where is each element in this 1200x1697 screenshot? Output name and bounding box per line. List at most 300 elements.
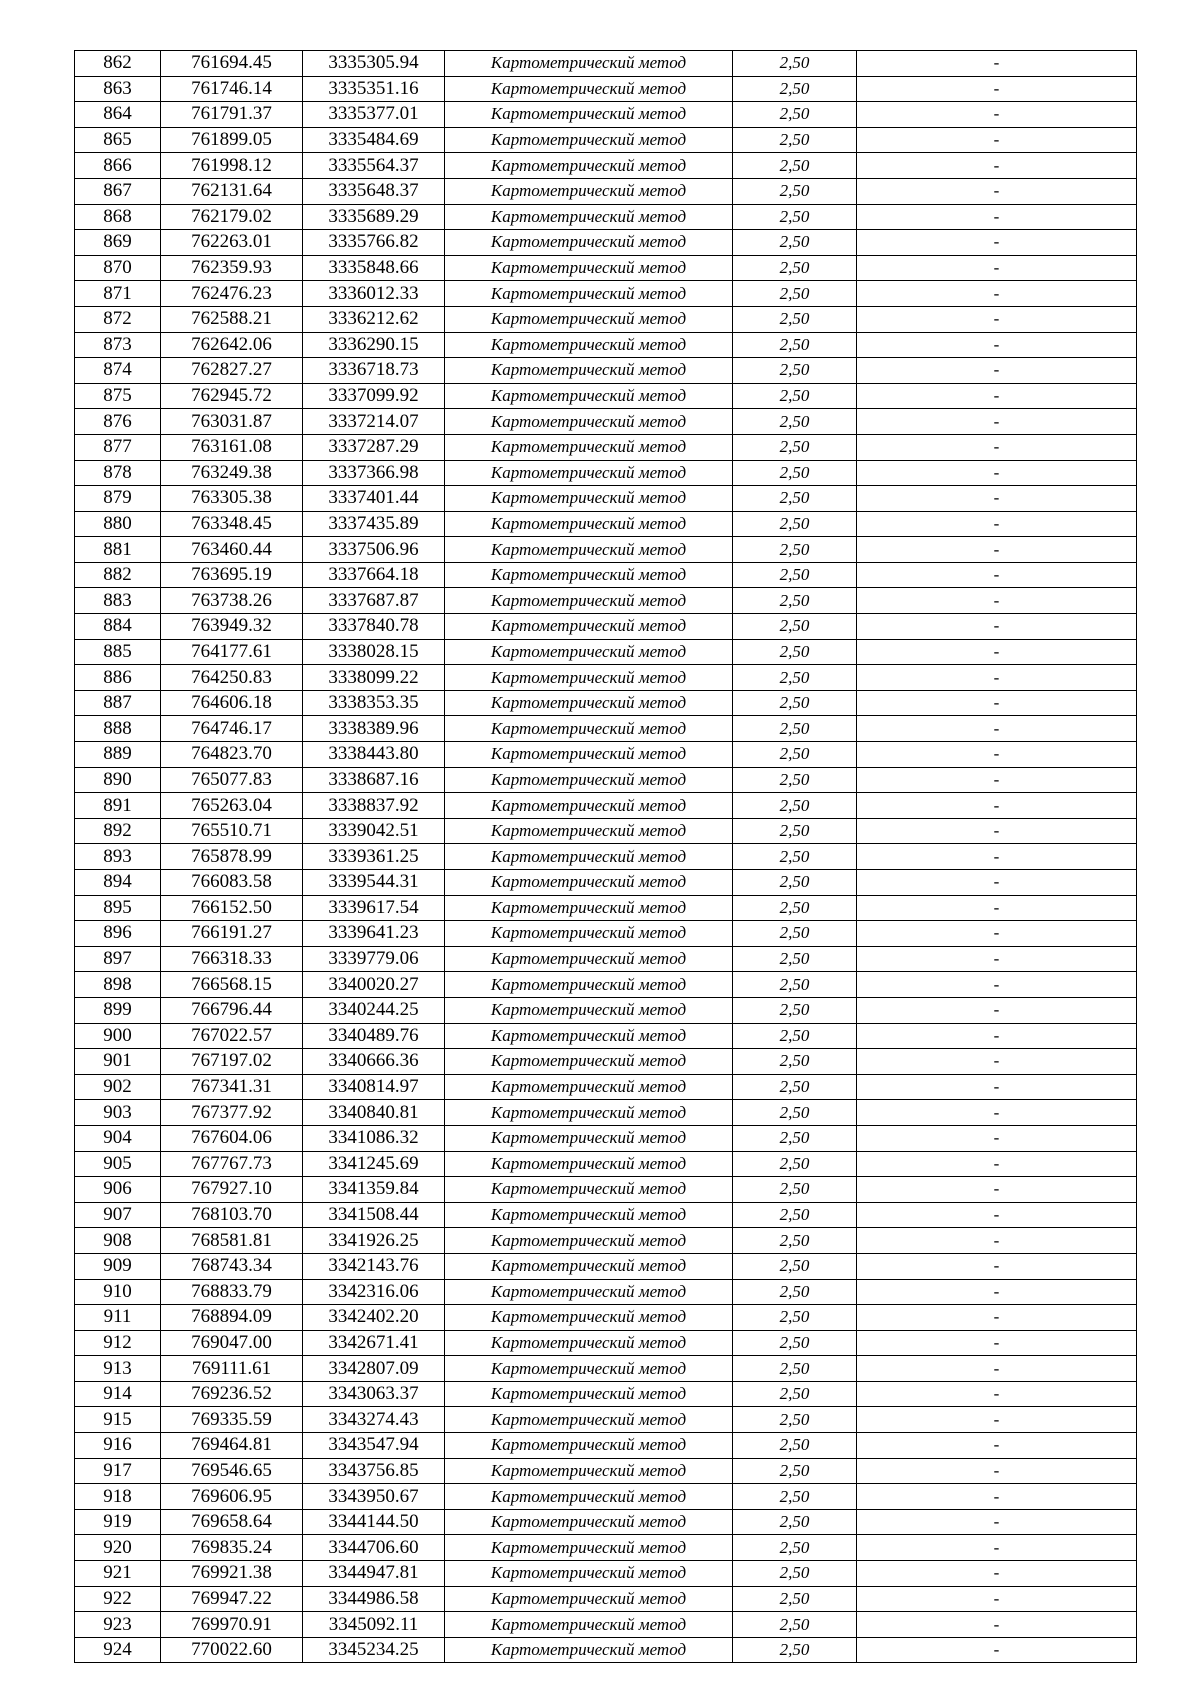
method-cell: Картометрический метод (445, 204, 733, 230)
method-cell: Картометрический метод (445, 716, 733, 742)
x-coordinate-cell: 769546.65 (161, 1458, 303, 1484)
x-coordinate-cell: 765263.04 (161, 793, 303, 819)
accuracy-cell: 2,50 (733, 230, 857, 256)
y-coordinate-cell: 3338389.96 (303, 716, 445, 742)
accuracy-cell: 2,50 (733, 281, 857, 307)
x-coordinate-cell: 763949.32 (161, 614, 303, 640)
y-coordinate-cell: 3336718.73 (303, 358, 445, 384)
method-cell: Картометрический метод (445, 127, 733, 153)
y-coordinate-cell: 3336012.33 (303, 281, 445, 307)
method-cell: Картометрический метод (445, 614, 733, 640)
method-cell: Картометрический метод (445, 1125, 733, 1151)
y-coordinate-cell: 3340020.27 (303, 972, 445, 998)
description-cell: - (857, 537, 1137, 563)
point-number-cell: 908 (75, 1228, 161, 1254)
x-coordinate-cell: 767022.57 (161, 1023, 303, 1049)
accuracy-cell: 2,50 (733, 1407, 857, 1433)
table-row (75, 306, 1137, 332)
description-cell: - (857, 1151, 1137, 1177)
method-cell: Картометрический метод (445, 332, 733, 358)
description-cell: - (857, 383, 1137, 409)
table-row (75, 844, 1137, 870)
method-cell: Картометрический метод (445, 1381, 733, 1407)
x-coordinate-cell: 770022.60 (161, 1637, 303, 1663)
x-coordinate-cell: 763031.87 (161, 409, 303, 435)
y-coordinate-cell: 3343274.43 (303, 1407, 445, 1433)
x-coordinate-cell: 765077.83 (161, 767, 303, 793)
x-coordinate-cell: 764177.61 (161, 639, 303, 665)
description-cell: - (857, 1202, 1137, 1228)
y-coordinate-cell: 3335377.01 (303, 102, 445, 128)
description-cell: - (857, 844, 1137, 870)
description-cell: - (857, 588, 1137, 614)
y-coordinate-cell: 3343756.85 (303, 1458, 445, 1484)
description-cell: - (857, 1356, 1137, 1382)
point-number-cell: 918 (75, 1484, 161, 1510)
accuracy-cell: 2,50 (733, 1381, 857, 1407)
point-number-cell: 899 (75, 997, 161, 1023)
table-row (75, 1509, 1137, 1535)
table-row (75, 434, 1137, 460)
description-cell: - (857, 818, 1137, 844)
x-coordinate-cell: 763738.26 (161, 588, 303, 614)
accuracy-cell: 2,50 (733, 153, 857, 179)
y-coordinate-cell: 3337435.89 (303, 511, 445, 537)
point-number-cell: 897 (75, 946, 161, 972)
description-cell: - (857, 1509, 1137, 1535)
description-cell: - (857, 281, 1137, 307)
description-cell: - (857, 127, 1137, 153)
accuracy-cell: 2,50 (733, 742, 857, 768)
y-coordinate-cell: 3339544.31 (303, 870, 445, 896)
description-cell: - (857, 434, 1137, 460)
accuracy-cell: 2,50 (733, 1433, 857, 1459)
description-cell: - (857, 921, 1137, 947)
accuracy-cell: 2,50 (733, 1535, 857, 1561)
point-number-cell: 877 (75, 434, 161, 460)
accuracy-cell: 2,50 (733, 409, 857, 435)
point-number-cell: 923 (75, 1612, 161, 1638)
y-coordinate-cell: 3339641.23 (303, 921, 445, 947)
y-coordinate-cell: 3342316.06 (303, 1279, 445, 1305)
x-coordinate-cell: 769236.52 (161, 1381, 303, 1407)
description-cell: - (857, 1125, 1137, 1151)
point-number-cell: 875 (75, 383, 161, 409)
accuracy-cell: 2,50 (733, 665, 857, 691)
y-coordinate-cell: 3342807.09 (303, 1356, 445, 1382)
y-coordinate-cell: 3343950.67 (303, 1484, 445, 1510)
point-number-cell: 864 (75, 102, 161, 128)
method-cell: Картометрический метод (445, 946, 733, 972)
accuracy-cell: 2,50 (733, 1151, 857, 1177)
accuracy-cell: 2,50 (733, 793, 857, 819)
x-coordinate-cell: 762588.21 (161, 306, 303, 332)
point-number-cell: 879 (75, 486, 161, 512)
method-cell: Картометрический метод (445, 895, 733, 921)
x-coordinate-cell: 762263.01 (161, 230, 303, 256)
accuracy-cell: 2,50 (733, 178, 857, 204)
description-cell: - (857, 895, 1137, 921)
point-number-cell: 884 (75, 614, 161, 640)
y-coordinate-cell: 3339042.51 (303, 818, 445, 844)
table-row (75, 690, 1137, 716)
description-cell: - (857, 1484, 1137, 1510)
point-number-cell: 887 (75, 690, 161, 716)
accuracy-cell: 2,50 (733, 1356, 857, 1382)
method-cell: Картометрический метод (445, 178, 733, 204)
table-row (75, 1586, 1137, 1612)
description-cell: - (857, 1228, 1137, 1254)
method-cell: Картометрический метод (445, 1074, 733, 1100)
accuracy-cell: 2,50 (733, 1509, 857, 1535)
method-cell: Картометрический метод (445, 1637, 733, 1663)
description-cell: - (857, 997, 1137, 1023)
method-cell: Картометрический метод (445, 1612, 733, 1638)
x-coordinate-cell: 769658.64 (161, 1509, 303, 1535)
y-coordinate-cell: 3344144.50 (303, 1509, 445, 1535)
y-coordinate-cell: 3336212.62 (303, 306, 445, 332)
x-coordinate-cell: 763161.08 (161, 434, 303, 460)
accuracy-cell: 2,50 (733, 1637, 857, 1663)
point-number-cell: 868 (75, 204, 161, 230)
x-coordinate-cell: 769111.61 (161, 1356, 303, 1382)
table-row (75, 1049, 1137, 1075)
point-number-cell: 896 (75, 921, 161, 947)
x-coordinate-cell: 765510.71 (161, 818, 303, 844)
method-cell: Картометрический метод (445, 1177, 733, 1203)
description-cell: - (857, 742, 1137, 768)
method-cell: Картометрический метод (445, 1279, 733, 1305)
point-number-cell: 895 (75, 895, 161, 921)
table-row (75, 870, 1137, 896)
y-coordinate-cell: 3342671.41 (303, 1330, 445, 1356)
table-row (75, 178, 1137, 204)
table-row (75, 51, 1137, 77)
accuracy-cell: 2,50 (733, 1330, 857, 1356)
description-cell: - (857, 1433, 1137, 1459)
point-number-cell: 866 (75, 153, 161, 179)
table-row (75, 972, 1137, 998)
table-row (75, 511, 1137, 537)
table-row (75, 255, 1137, 281)
accuracy-cell: 2,50 (733, 614, 857, 640)
table-row (75, 1151, 1137, 1177)
y-coordinate-cell: 3337214.07 (303, 409, 445, 435)
description-cell: - (857, 1074, 1137, 1100)
x-coordinate-cell: 763305.38 (161, 486, 303, 512)
description-cell: - (857, 972, 1137, 998)
y-coordinate-cell: 3335484.69 (303, 127, 445, 153)
y-coordinate-cell: 3335848.66 (303, 255, 445, 281)
accuracy-cell: 2,50 (733, 306, 857, 332)
method-cell: Картометрический метод (445, 1151, 733, 1177)
table-row (75, 1253, 1137, 1279)
method-cell: Картометрический метод (445, 1586, 733, 1612)
method-cell: Картометрический метод (445, 1023, 733, 1049)
method-cell: Картометрический метод (445, 1535, 733, 1561)
method-cell: Картометрический метод (445, 1253, 733, 1279)
point-number-cell: 902 (75, 1074, 161, 1100)
x-coordinate-cell: 767377.92 (161, 1100, 303, 1126)
y-coordinate-cell: 3343547.94 (303, 1433, 445, 1459)
point-number-cell: 867 (75, 178, 161, 204)
accuracy-cell: 2,50 (733, 1125, 857, 1151)
accuracy-cell: 2,50 (733, 1458, 857, 1484)
point-number-cell: 905 (75, 1151, 161, 1177)
point-number-cell: 873 (75, 332, 161, 358)
y-coordinate-cell: 3338687.16 (303, 767, 445, 793)
point-number-cell: 901 (75, 1049, 161, 1075)
point-number-cell: 863 (75, 76, 161, 102)
y-coordinate-cell: 3341508.44 (303, 1202, 445, 1228)
accuracy-cell: 2,50 (733, 102, 857, 128)
table-body (75, 51, 1137, 1663)
y-coordinate-cell: 3337687.87 (303, 588, 445, 614)
description-cell: - (857, 1381, 1137, 1407)
point-number-cell: 903 (75, 1100, 161, 1126)
x-coordinate-cell: 769921.38 (161, 1561, 303, 1587)
description-cell: - (857, 1561, 1137, 1587)
table-row (75, 358, 1137, 384)
accuracy-cell: 2,50 (733, 1305, 857, 1331)
description-cell: - (857, 1279, 1137, 1305)
accuracy-cell: 2,50 (733, 332, 857, 358)
point-number-cell: 890 (75, 767, 161, 793)
x-coordinate-cell: 766152.50 (161, 895, 303, 921)
y-coordinate-cell: 3340814.97 (303, 1074, 445, 1100)
y-coordinate-cell: 3341245.69 (303, 1151, 445, 1177)
point-number-cell: 865 (75, 127, 161, 153)
y-coordinate-cell: 3337506.96 (303, 537, 445, 563)
table-row (75, 1125, 1137, 1151)
x-coordinate-cell: 768743.34 (161, 1253, 303, 1279)
description-cell: - (857, 767, 1137, 793)
x-coordinate-cell: 767604.06 (161, 1125, 303, 1151)
accuracy-cell: 2,50 (733, 358, 857, 384)
y-coordinate-cell: 3335689.29 (303, 204, 445, 230)
accuracy-cell: 2,50 (733, 51, 857, 77)
description-cell: - (857, 51, 1137, 77)
point-number-cell: 909 (75, 1253, 161, 1279)
x-coordinate-cell: 764606.18 (161, 690, 303, 716)
point-number-cell: 883 (75, 588, 161, 614)
y-coordinate-cell: 3335766.82 (303, 230, 445, 256)
table-row (75, 716, 1137, 742)
y-coordinate-cell: 3335351.16 (303, 76, 445, 102)
point-number-cell: 911 (75, 1305, 161, 1331)
method-cell: Картометрический метод (445, 997, 733, 1023)
table-row (75, 1535, 1137, 1561)
point-number-cell: 922 (75, 1586, 161, 1612)
accuracy-cell: 2,50 (733, 1228, 857, 1254)
method-cell: Картометрический метод (445, 1228, 733, 1254)
y-coordinate-cell: 3338443.80 (303, 742, 445, 768)
table-row (75, 921, 1137, 947)
method-cell: Картометрический метод (445, 818, 733, 844)
x-coordinate-cell: 761746.14 (161, 76, 303, 102)
x-coordinate-cell: 763348.45 (161, 511, 303, 537)
y-coordinate-cell: 3341086.32 (303, 1125, 445, 1151)
accuracy-cell: 2,50 (733, 1049, 857, 1075)
y-coordinate-cell: 3336290.15 (303, 332, 445, 358)
table-row (75, 1305, 1137, 1331)
point-number-cell: 874 (75, 358, 161, 384)
point-number-cell: 894 (75, 870, 161, 896)
description-cell: - (857, 1177, 1137, 1203)
method-cell: Картометрический метод (445, 1561, 733, 1587)
method-cell: Картометрический метод (445, 51, 733, 77)
method-cell: Картометрический метод (445, 255, 733, 281)
table-row (75, 127, 1137, 153)
x-coordinate-cell: 766318.33 (161, 946, 303, 972)
y-coordinate-cell: 3339779.06 (303, 946, 445, 972)
accuracy-cell: 2,50 (733, 1023, 857, 1049)
description-cell: - (857, 1407, 1137, 1433)
description-cell: - (857, 1637, 1137, 1663)
table-row (75, 486, 1137, 512)
y-coordinate-cell: 3338028.15 (303, 639, 445, 665)
point-number-cell: 876 (75, 409, 161, 435)
point-number-cell: 872 (75, 306, 161, 332)
accuracy-cell: 2,50 (733, 818, 857, 844)
x-coordinate-cell: 766191.27 (161, 921, 303, 947)
accuracy-cell: 2,50 (733, 639, 857, 665)
method-cell: Картометрический метод (445, 1433, 733, 1459)
y-coordinate-cell: 3335648.37 (303, 178, 445, 204)
point-number-cell: 892 (75, 818, 161, 844)
y-coordinate-cell: 3340840.81 (303, 1100, 445, 1126)
method-cell: Картометрический метод (445, 639, 733, 665)
x-coordinate-cell: 767197.02 (161, 1049, 303, 1075)
description-cell: - (857, 1535, 1137, 1561)
method-cell: Картометрический метод (445, 511, 733, 537)
accuracy-cell: 2,50 (733, 1100, 857, 1126)
point-number-cell: 919 (75, 1509, 161, 1535)
method-cell: Картометрический метод (445, 1407, 733, 1433)
accuracy-cell: 2,50 (733, 972, 857, 998)
x-coordinate-cell: 768894.09 (161, 1305, 303, 1331)
point-number-cell: 893 (75, 844, 161, 870)
x-coordinate-cell: 761998.12 (161, 153, 303, 179)
description-cell: - (857, 204, 1137, 230)
x-coordinate-cell: 762827.27 (161, 358, 303, 384)
table-row (75, 1279, 1137, 1305)
method-cell: Картометрический метод (445, 76, 733, 102)
description-cell: - (857, 1586, 1137, 1612)
method-cell: Картометрический метод (445, 690, 733, 716)
point-number-cell: 881 (75, 537, 161, 563)
table-row (75, 1228, 1137, 1254)
x-coordinate-cell: 767341.31 (161, 1074, 303, 1100)
method-cell: Картометрический метод (445, 281, 733, 307)
description-cell: - (857, 1023, 1137, 1049)
table-row (75, 1202, 1137, 1228)
accuracy-cell: 2,50 (733, 486, 857, 512)
y-coordinate-cell: 3344986.58 (303, 1586, 445, 1612)
method-cell: Картометрический метод (445, 870, 733, 896)
method-cell: Картометрический метод (445, 1202, 733, 1228)
method-cell: Картометрический метод (445, 383, 733, 409)
description-cell: - (857, 870, 1137, 896)
y-coordinate-cell: 3338353.35 (303, 690, 445, 716)
method-cell: Картометрический метод (445, 486, 733, 512)
table-row (75, 102, 1137, 128)
description-cell: - (857, 793, 1137, 819)
y-coordinate-cell: 3335305.94 (303, 51, 445, 77)
description-cell: - (857, 690, 1137, 716)
coordinates-table (74, 50, 1137, 1663)
table-row (75, 1356, 1137, 1382)
point-number-cell: 878 (75, 460, 161, 486)
point-number-cell: 914 (75, 1381, 161, 1407)
accuracy-cell: 2,50 (733, 997, 857, 1023)
table-row (75, 1023, 1137, 1049)
table-row (75, 665, 1137, 691)
accuracy-cell: 2,50 (733, 1074, 857, 1100)
x-coordinate-cell: 769606.95 (161, 1484, 303, 1510)
table-row (75, 639, 1137, 665)
description-cell: - (857, 102, 1137, 128)
table-row (75, 588, 1137, 614)
method-cell: Картометрический метод (445, 537, 733, 563)
x-coordinate-cell: 764250.83 (161, 665, 303, 691)
method-cell: Картометрический метод (445, 1049, 733, 1075)
point-number-cell: 898 (75, 972, 161, 998)
x-coordinate-cell: 763249.38 (161, 460, 303, 486)
table-row (75, 1458, 1137, 1484)
table-row (75, 1612, 1137, 1638)
x-coordinate-cell: 764823.70 (161, 742, 303, 768)
accuracy-cell: 2,50 (733, 690, 857, 716)
table-row (75, 1561, 1137, 1587)
x-coordinate-cell: 762359.93 (161, 255, 303, 281)
table-row (75, 383, 1137, 409)
method-cell: Картометрический метод (445, 409, 733, 435)
point-number-cell: 920 (75, 1535, 161, 1561)
table-row (75, 1433, 1137, 1459)
method-cell: Картометрический метод (445, 358, 733, 384)
table-row (75, 818, 1137, 844)
description-cell: - (857, 1253, 1137, 1279)
accuracy-cell: 2,50 (733, 870, 857, 896)
accuracy-cell: 2,50 (733, 76, 857, 102)
table-row (75, 614, 1137, 640)
description-cell: - (857, 665, 1137, 691)
table-row (75, 460, 1137, 486)
x-coordinate-cell: 762131.64 (161, 178, 303, 204)
description-cell: - (857, 178, 1137, 204)
x-coordinate-cell: 769835.24 (161, 1535, 303, 1561)
point-number-cell: 910 (75, 1279, 161, 1305)
point-number-cell: 913 (75, 1356, 161, 1382)
accuracy-cell: 2,50 (733, 460, 857, 486)
point-number-cell: 891 (75, 793, 161, 819)
method-cell: Картометрический метод (445, 153, 733, 179)
y-coordinate-cell: 3344706.60 (303, 1535, 445, 1561)
table-row (75, 1484, 1137, 1510)
table-row (75, 537, 1137, 563)
y-coordinate-cell: 3341926.25 (303, 1228, 445, 1254)
method-cell: Картометрический метод (445, 793, 733, 819)
y-coordinate-cell: 3340489.76 (303, 1023, 445, 1049)
table-row (75, 204, 1137, 230)
x-coordinate-cell: 766796.44 (161, 997, 303, 1023)
method-cell: Картометрический метод (445, 1484, 733, 1510)
table-row (75, 1330, 1137, 1356)
accuracy-cell: 2,50 (733, 895, 857, 921)
table-row (75, 1407, 1137, 1433)
point-number-cell: 862 (75, 51, 161, 77)
